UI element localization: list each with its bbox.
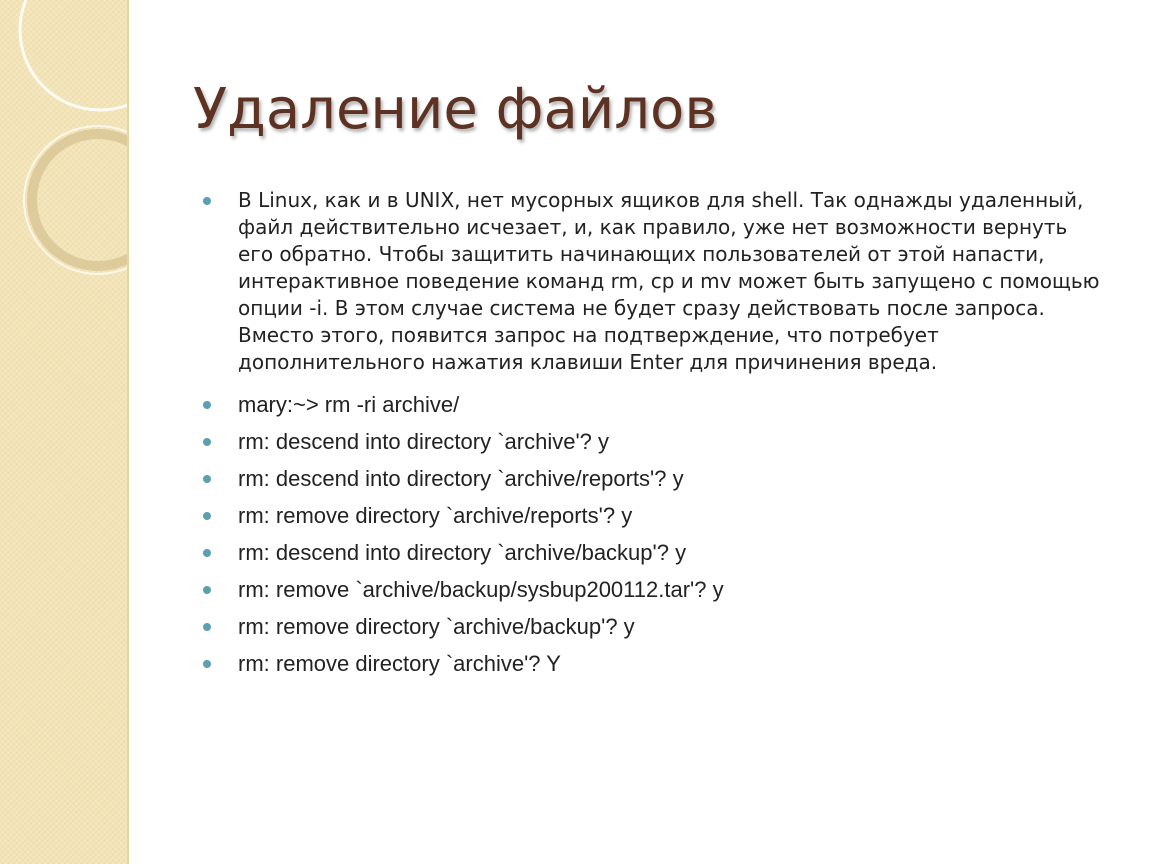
decorative-side-band <box>0 0 129 864</box>
bullet-icon <box>203 660 211 668</box>
bullet-icon <box>203 623 211 631</box>
command-line <box>203 608 1103 645</box>
bullet-list <box>203 187 1103 682</box>
bullet-icon <box>203 197 211 205</box>
command-text: mary:~> rm -ri archive/ <box>238 392 460 417</box>
bullet-icon <box>203 401 211 409</box>
command-line <box>203 645 1103 682</box>
bullet-icon <box>203 438 211 446</box>
decorative-circles <box>0 0 127 864</box>
command-line <box>203 497 1103 534</box>
command-text: rm: descend into directory `archive/reports'? y <box>238 466 684 491</box>
slide-title: Удаление файлов <box>193 77 718 142</box>
command-line <box>203 386 1103 423</box>
command-text: rm: remove directory `archive/backup'? y <box>238 614 635 639</box>
command-text: rm: remove `archive/backup/sysbup200112.tar'? y <box>238 577 724 602</box>
command-line <box>203 423 1103 460</box>
command-line <box>203 571 1103 608</box>
command-text: rm: remove directory `archive'? Y <box>238 651 561 676</box>
bullet-icon <box>203 549 211 557</box>
bullet-icon <box>203 475 211 483</box>
command-line <box>203 460 1103 497</box>
bullet-icon <box>203 586 211 594</box>
list-item <box>203 187 1103 376</box>
bullet-icon <box>203 512 211 520</box>
command-text: rm: descend into directory `archive'? y <box>238 429 610 454</box>
command-text: rm: remove directory `archive/reports'? y <box>238 503 633 528</box>
command-line <box>203 534 1103 571</box>
command-text: rm: descend into directory `archive/backup'? y <box>238 540 687 565</box>
paragraph-text: В Linux, как и в UNIX, нет мусорных ящиков для shell. Так однажды удаленный, файл действительно исчезает, и, как правило, уже нет возможности вернуть его обратно. Чтобы защитить начинающих пользователей от этой напасти, интерактивное поведение команд rm, cp и mv может быть запущено с помощью опции -i. В этом случае система не будет сразу действовать после запроса. Вместо этого, появится запрос на подтверждение, что потребует дополнительного нажатия клавиши Enter для причинения вреда. <box>238 188 1100 374</box>
